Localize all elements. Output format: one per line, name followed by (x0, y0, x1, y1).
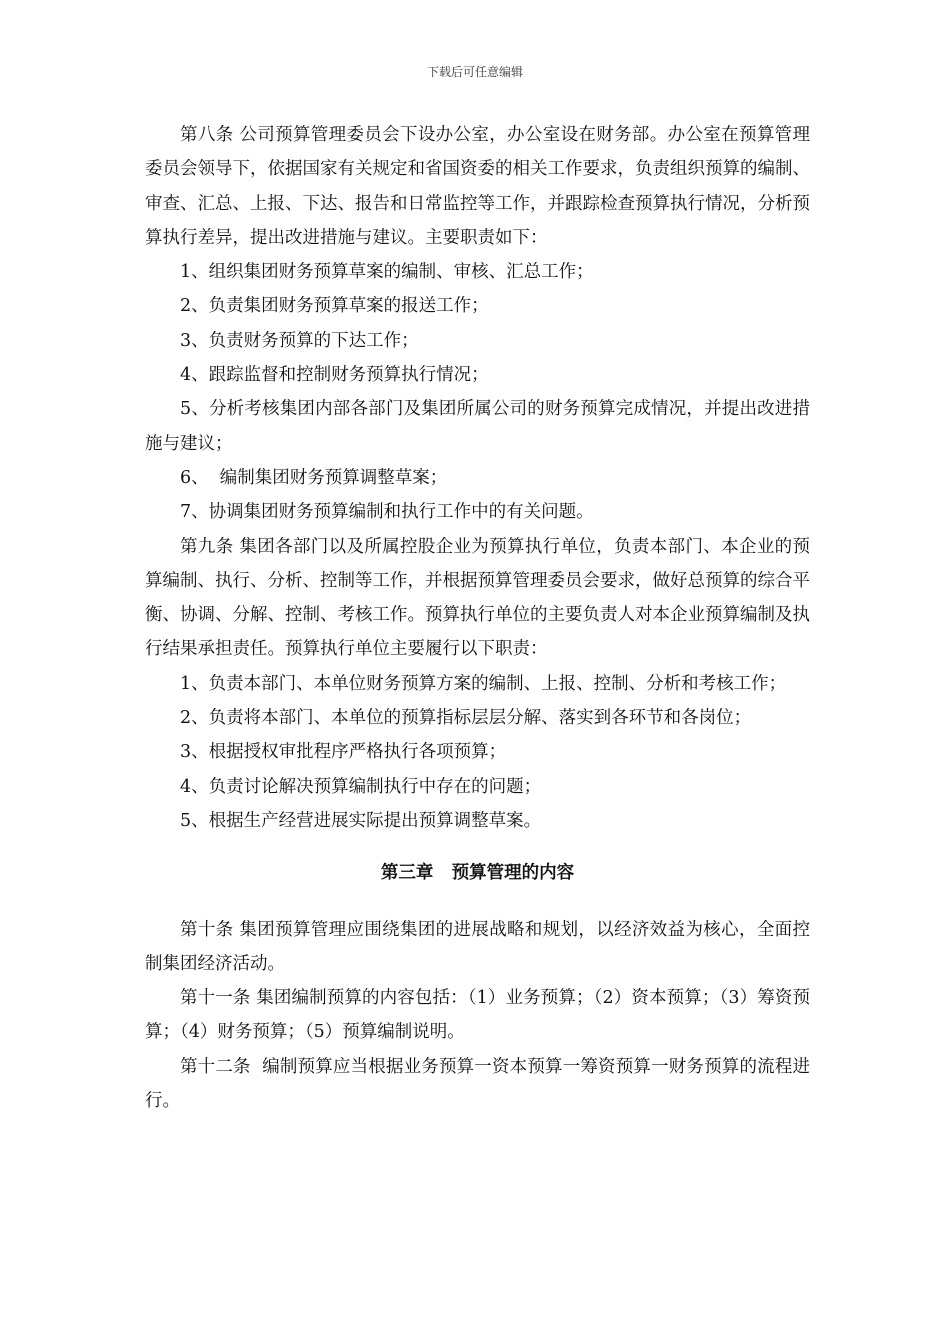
article-9-duty-2: 2、负责将本部门、本单位的预算指标层层分解、落实到各环节和各岗位； (180, 708, 752, 729)
article-9-duty-3: 3、根据授权审批程序严格执行各项预算； (180, 742, 507, 763)
article-8-duty-3: 3、负责财务预算的下达工作； (180, 330, 419, 351)
chapter-title: 第三章 预算管理的内容 (380, 863, 575, 884)
article-11: 第十一条 集团编制预算的内容包括：（1）业务预算；（2）资本预算；（3）筹资预算；（4）财务预算；（5）预算编制说明。 (145, 988, 810, 1043)
article-9: 第九条 集团各部门以及所属控股企业为预算执行单位，负责本部门、本企业的预算编制、执行、分析、控制等工作，并根据预算管理委员会要求，做好总预算的综合平衡、协调、分解、控制、考核工作。预算执行单位的主要负责人对本企业预算编制及执行结果承担责任。预算执行单位主要履行以下职责： (145, 536, 810, 660)
article-8-duty-4: 4、跟踪监督和控制财务预算执行情况； (180, 365, 489, 386)
article-8-duty-5: 5、分析考核集团内部各部门及集团所属公司的财务预算完成情况，并提出改进措施与建议； (145, 399, 810, 454)
article-9-duty-5: 5、根据生产经营进展实际提出预算调整草案。 (180, 810, 542, 831)
page-header: 下载后可任意编辑 (426, 65, 523, 79)
document-body (145, 118, 810, 1118)
article-8-duty-6: 6、 编制集团财务预算调整草案； (180, 467, 448, 488)
article-9-duty-4: 4、负责讨论解决预算编制执行中存在的问题； (180, 776, 542, 797)
article-8-duty-1: 1、组织集团财务预算草案的编制、审核、汇总工作； (180, 262, 594, 283)
article-8-duty-2: 2、负责集团财务预算草案的报送工作； (180, 296, 489, 317)
article-9-duty-1: 1、负责本部门、本单位财务预算方案的编制、上报、控制、分析和考核工作； (180, 673, 787, 694)
article-10: 第十条 集团预算管理应围绕集团的进展战略和规划，以经济效益为核心，全面控制集团经济活动。 (145, 919, 810, 974)
article-8-duty-7: 7、协调集团财务预算编制和执行工作中的有关问题。 (180, 502, 594, 523)
article-12: 第十二条 编制预算应当根据业务预算一资本预算一筹资预算一财务预算的流程进行。 (145, 1056, 810, 1112)
article-8: 第八条 公司预算管理委员会下设办公室，办公室设在财务部。办公室在预算管理委员会领导下，依据国家有关规定和省国资委的相关工作要求，负责组织预算的编制、审查、汇总、上报、下达、报告和日常监控等工作，并跟踪检查预算执行情况，分析预算执行差异，提出改进措施与建议。主要职责如下： (145, 125, 810, 248)
